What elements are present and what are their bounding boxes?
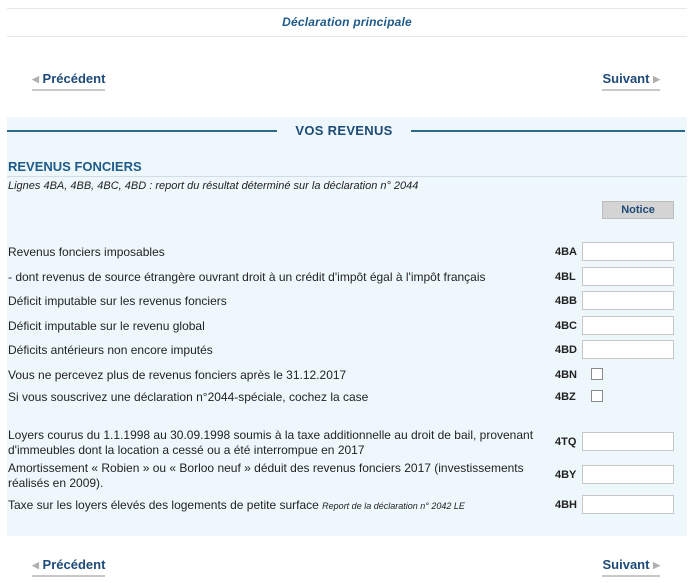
amount-input-4bd[interactable]	[582, 340, 674, 359]
row-label: Revenus fonciers imposables	[8, 245, 165, 259]
row-label-note: Report de la déclaration n° 2042 LE	[322, 501, 465, 511]
top-navigation	[32, 71, 660, 91]
previous-button[interactable]	[32, 557, 105, 577]
next-label: Suivant	[602, 71, 650, 86]
row-label: - dont revenus de source étrangère ouvrant droit à un crédit d'impôt égal à l'impôt français	[8, 270, 486, 284]
next-arrow-icon: ▶	[653, 74, 660, 84]
row-code: 4BH	[555, 499, 578, 511]
row-code: 4BD	[555, 344, 578, 356]
row-code: 4BL	[555, 271, 576, 283]
row-label: Déficits antérieurs non encore imputés	[8, 343, 213, 357]
previous-button[interactable]	[32, 71, 105, 91]
amount-input-4ba[interactable]	[582, 242, 674, 261]
bottom-navigation	[32, 557, 660, 577]
previous-label: Précédent	[42, 557, 106, 572]
category-title: REVENUS FONCIERS	[8, 159, 142, 174]
checkbox-4bn[interactable]	[591, 368, 603, 380]
row-label: Loyers courus du 1.1.1998 au 30.09.1998 soumis à la taxe additionnelle au droit de bail, provenant d'immeubles dont la location a cessé ou a été interrompue en 2017	[8, 428, 534, 457]
previous-arrow-icon: ◀	[32, 74, 39, 84]
amount-input-4bb[interactable]	[582, 291, 674, 310]
declaration-header	[7, 8, 687, 37]
amount-input-4tq[interactable]	[582, 432, 674, 451]
previous-arrow-icon: ◀	[32, 560, 39, 570]
section-rule-left	[7, 130, 277, 132]
next-arrow-icon: ▶	[653, 560, 660, 570]
category-divider	[7, 176, 687, 177]
amount-input-4by[interactable]	[582, 465, 674, 484]
row-label: Déficit imputable sur les revenus fonciers	[8, 294, 227, 308]
row-label: Déficit imputable sur le revenu global	[8, 319, 205, 333]
notice-button[interactable]: Notice	[602, 201, 674, 219]
declaration-title: Déclaration principale	[282, 15, 412, 29]
row-code: 4BY	[555, 469, 577, 481]
row-code: 4BB	[555, 295, 578, 307]
next-button[interactable]	[602, 557, 660, 577]
row-label-text: Taxe sur les loyers élevés des logements de petite surface	[8, 498, 319, 512]
next-label: Suivant	[602, 557, 650, 572]
previous-label: Précédent	[42, 71, 106, 86]
checkbox-4bz[interactable]	[591, 390, 603, 402]
amount-input-4bc[interactable]	[582, 316, 674, 335]
row-label: Si vous souscrivez une déclaration n°2044-spéciale, cochez la case	[8, 390, 369, 404]
row-label	[8, 498, 465, 514]
amount-input-4bl[interactable]	[582, 267, 674, 286]
row-code: 4BC	[555, 320, 578, 332]
row-code: 4BA	[555, 246, 578, 258]
category-subtitle: Lignes 4BA, 4BB, 4BC, 4BD : report du résultat déterminé sur la déclaration n° 2044	[8, 180, 419, 192]
revenus-panel	[7, 117, 687, 536]
row-label: Amortissement « Robien » ou « Borloo neuf » déduit des revenus fonciers 2017 (investissements réalisés en 2009).	[8, 461, 524, 490]
row-code: 4TQ	[555, 436, 577, 448]
section-rule-right	[411, 130, 685, 132]
section-title: VOS REVENUS	[295, 123, 393, 138]
row-code: 4BZ	[555, 391, 576, 403]
amount-input-4bh[interactable]	[582, 495, 674, 514]
row-code: 4BN	[555, 369, 578, 381]
next-button[interactable]	[602, 71, 660, 91]
row-label: Vous ne percevez plus de revenus fonciers après le 31.12.2017	[8, 368, 347, 382]
